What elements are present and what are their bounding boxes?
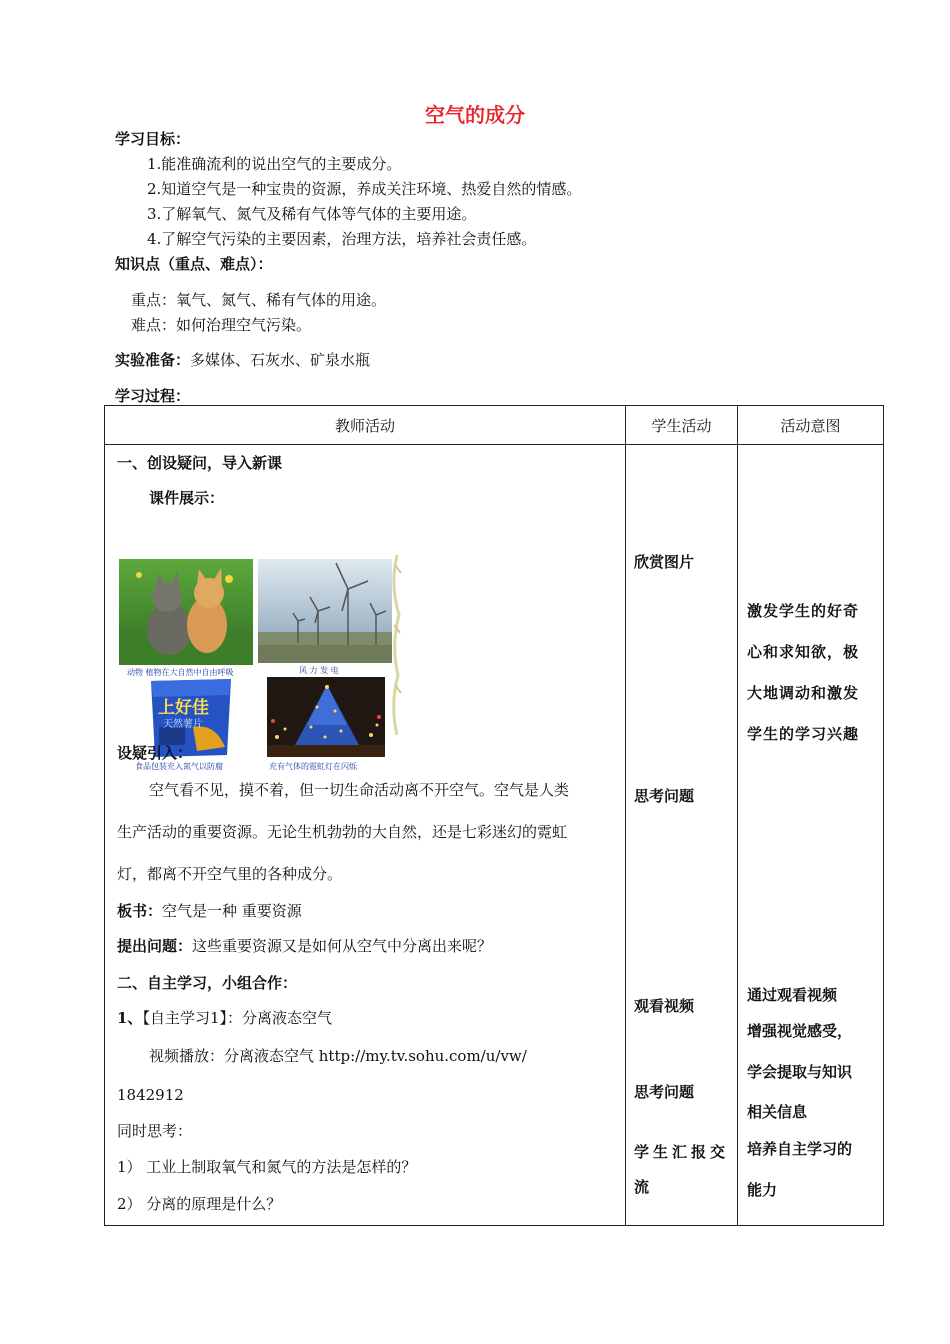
table-header-row: [105, 406, 884, 445]
ask-line: [117, 935, 492, 956]
think-label: 同时思考：: [117, 1122, 193, 1140]
intent-line: 大地调动和激发: [747, 684, 860, 702]
neon-tree-drawing: [267, 677, 385, 757]
question-2: 2） 分离的原理是什么？: [117, 1195, 282, 1213]
intro-paragraph-line: 空气看不见，摸不着，但一切生命活动离不开空气。空气是人类: [149, 781, 570, 799]
prep-line: [115, 349, 370, 370]
chips-subtitle: 天然薯片: [163, 719, 203, 730]
chips-brand: 上好佳: [158, 698, 209, 718]
objective-item: 1.能准确流利的说出空气的主要成分。: [147, 155, 402, 173]
student-content: [626, 445, 737, 1225]
board-line: [117, 900, 302, 921]
board-label: 板书：: [117, 902, 163, 920]
cats-caption: 动物 植物在大自然中自由呼吸: [127, 668, 234, 677]
table-row: [105, 445, 884, 1226]
header-intent: 活动意图: [738, 406, 884, 445]
self-study-prefix: 1、: [117, 1009, 143, 1027]
key-point: 重点：氧气、氮气、稀有气体的用途。: [131, 291, 387, 309]
page-title: 空气的成分: [425, 103, 525, 127]
teacher-cell: [105, 445, 626, 1226]
section2-heading: 二、自主学习，小组合作：: [117, 974, 298, 992]
difficult-point: 难点：如何治理空气污染。: [131, 316, 312, 334]
header-teacher: 教师活动: [105, 406, 626, 445]
cats-drawing: [119, 559, 253, 665]
student-think-2: 思考问题: [634, 1083, 695, 1101]
student-cell: [626, 445, 738, 1226]
objective-item: 2.知道空气是一种宝贵的资源，养成关注环境、热爱自然的情感。: [147, 180, 582, 198]
intent-content: [738, 445, 883, 1225]
ask-text: 这些重要资源又是如何从空气中分离出来呢？: [192, 937, 493, 955]
cats-photo-icon: [119, 559, 253, 665]
teacher-content: [105, 445, 625, 1225]
chips-caption: 食品包装充入氮气以防腐: [135, 762, 223, 771]
intent-line: 心和求知欲，极: [747, 643, 860, 661]
video-line: 视频播放：分离液态空气 http://my.tv.sohu.com/u/vw/: [149, 1047, 527, 1065]
self-study-line: [117, 1007, 332, 1028]
ask-label: 提出问题：: [117, 937, 193, 955]
board-text: 空气是一种 重要资源: [162, 902, 302, 920]
prep-label: 实验准备：: [115, 351, 191, 369]
student-watch: 观看视频: [634, 997, 695, 1015]
self-study-text: 【自主学习1】：分离液态空气: [142, 1009, 332, 1027]
header-student: 学生活动: [626, 406, 738, 445]
student-report-line: 流: [634, 1178, 650, 1196]
objectives-heading: 学习目标：: [115, 130, 191, 148]
wind-caption: 风 力 发 电: [299, 666, 339, 675]
objective-item: 3.了解氧气、氮气及稀有气体等气体的主要用途。: [147, 205, 477, 223]
intent-line: 通过观看视频: [747, 986, 838, 1004]
question-intro-label: 设疑引入：: [117, 744, 193, 762]
intent-line: 学生的学习兴趣: [747, 725, 860, 743]
student-think-1: 思考问题: [634, 787, 695, 805]
intent-cell: [738, 445, 884, 1226]
turbines-drawing: [258, 559, 392, 663]
intent-line: 培养自主学习的: [747, 1140, 853, 1158]
objective-item: 4.了解空气污染的主要因素，治理方法，培养社会责任感。: [147, 230, 537, 248]
activity-table: [104, 405, 884, 1226]
intent-line: 相关信息: [747, 1103, 808, 1121]
wind-turbines-photo-icon: [258, 559, 392, 663]
intent-line: 增强视觉感受，: [747, 1022, 853, 1040]
intro-paragraph-line: 灯，都离不开空气里的各种成分。: [117, 865, 343, 883]
intro-paragraph-line: 生产活动的重要资源。无论生机勃勃的大自然，还是七彩迷幻的霓虹: [117, 823, 568, 841]
prep-text: 多媒体、石灰水、矿泉水瓶: [190, 351, 371, 369]
knowledge-heading: 知识点（重点、难点）：: [115, 255, 273, 273]
intent-line: 激发学生的好奇: [747, 602, 860, 620]
courseware-label: 课件展示：: [149, 489, 225, 507]
process-heading: 学习过程：: [115, 387, 191, 405]
video-id: 1842912: [117, 1086, 184, 1104]
intent-line: 能力: [747, 1181, 778, 1199]
intent-line: 学会提取与知识: [747, 1063, 853, 1081]
student-appreciate: 欣赏图片: [634, 553, 695, 571]
section1-heading: 一、创设疑问，导入新课: [117, 454, 283, 472]
student-report-line: 学生汇报交: [634, 1143, 730, 1161]
neon-caption: 充有气体的霓虹灯在闪烁: [269, 762, 357, 771]
neon-tree-photo-icon: [267, 677, 385, 757]
question-1: 1） 工业上制取氧气和氮气的方法是怎样的？: [117, 1158, 417, 1176]
